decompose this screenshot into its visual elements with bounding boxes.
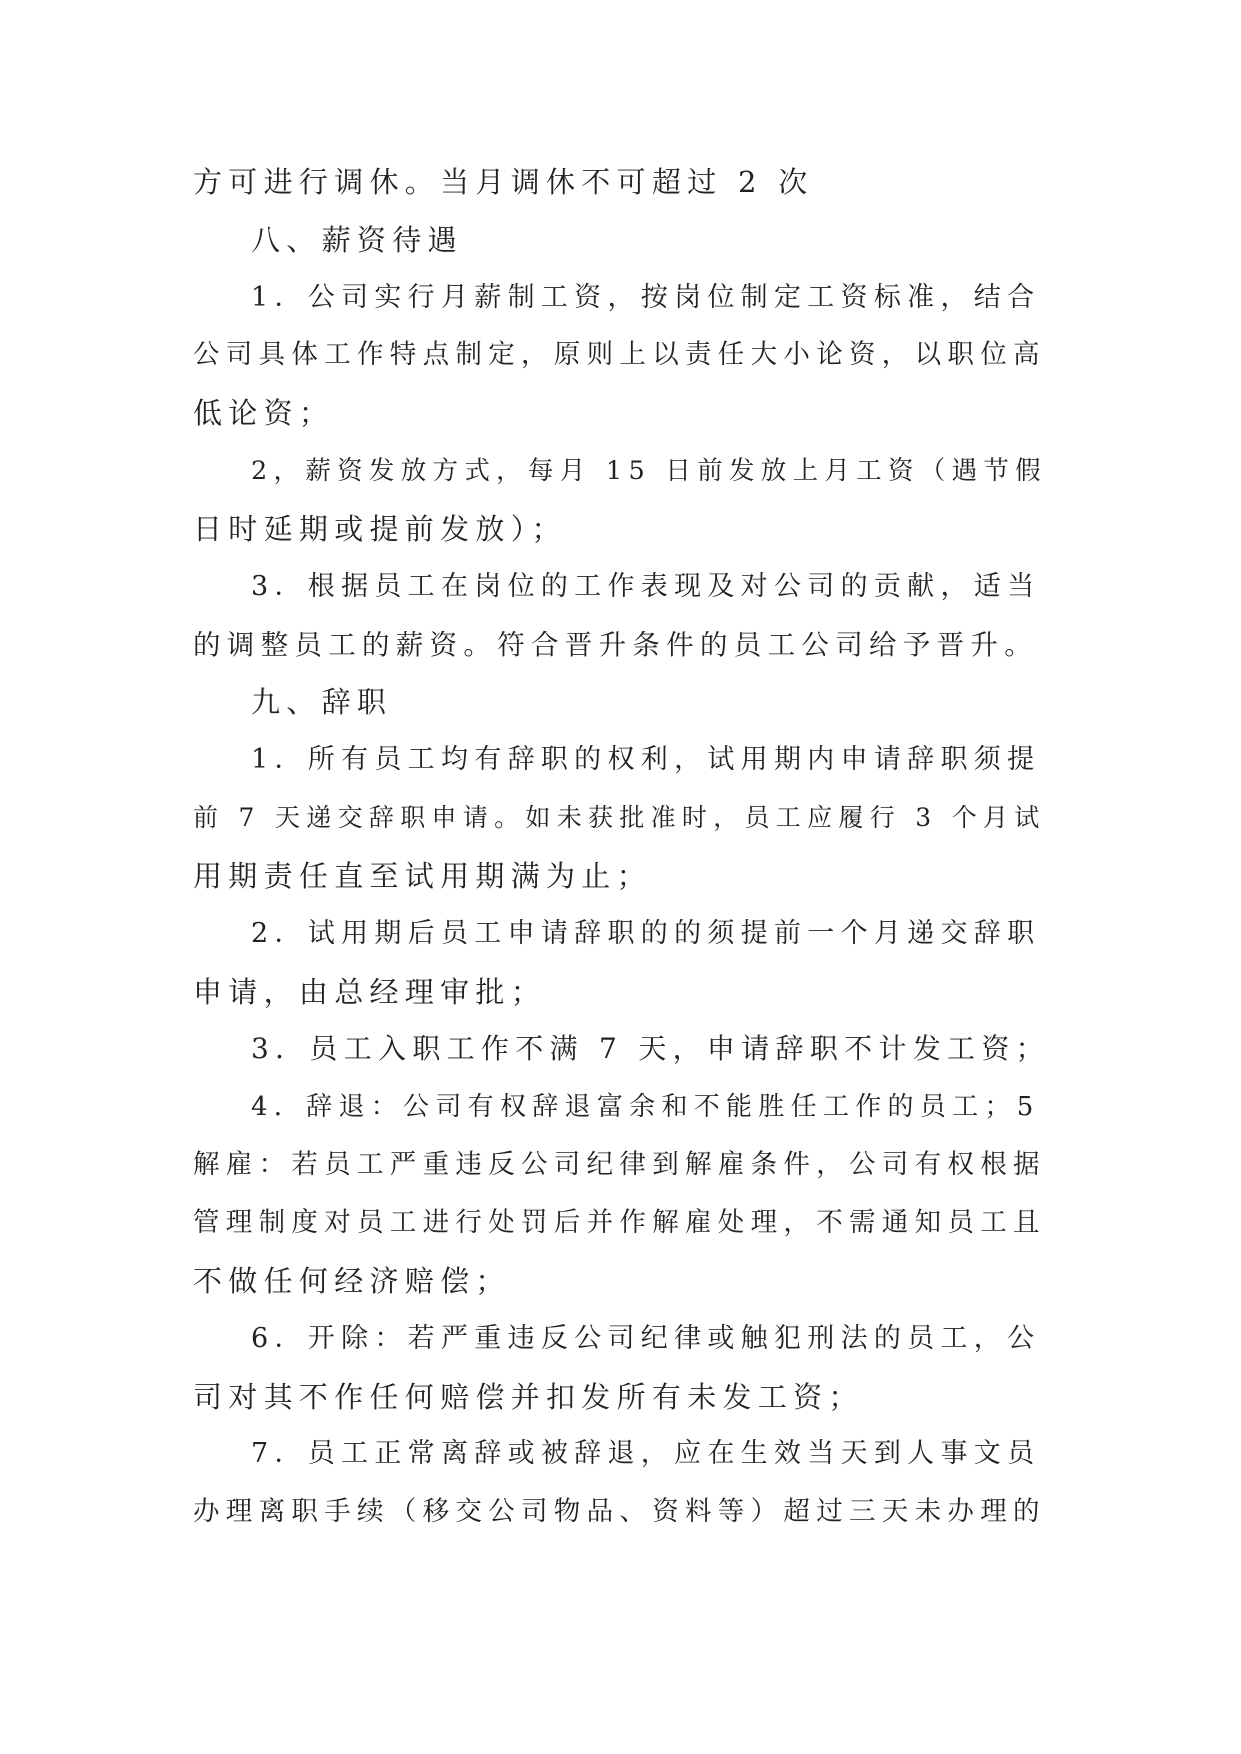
text-line: 公司具体工作特点制定，原则上以责任大小论资，以职位高 bbox=[193, 339, 1046, 370]
text-line: 解雇：若员工严重违反公司纪律到解雇条件，公司有权根据 bbox=[193, 1149, 1046, 1180]
text-line: 1．公司实行月薪制工资，按岗位制定工资标准，结合 bbox=[251, 282, 1041, 313]
text-line: 3．员工入职工作不满 7 天，申请辞职不计发工资； bbox=[251, 1032, 1050, 1065]
text-line: 的调整员工的薪资。符合晋升条件的员工公司给予晋升。 bbox=[193, 629, 1038, 661]
text-line: 2，薪资发放方式，每月 15 日前发放上月工资（遇节假 bbox=[251, 456, 1047, 486]
text-line: 管理制度对员工进行处罚后并作解雇处理，不需通知员工且 bbox=[193, 1207, 1046, 1238]
text-line: 前 7 天递交辞职申请。如未获批准时，员工应履行 3 个月试 bbox=[193, 803, 1046, 832]
text-line: 2．试用期后员工申请辞职的的须提前一个月递交辞职 bbox=[251, 918, 1041, 949]
text-line: 日时延期或提前发放）； bbox=[193, 512, 567, 546]
text-line: 1．所有员工均有辞职的权利，试用期内申请辞职须提 bbox=[251, 744, 1041, 775]
text-line: 低论资； bbox=[193, 396, 335, 430]
text-line: 3．根据员工在岗位的工作表现及对公司的贡献，适当 bbox=[251, 571, 1041, 602]
text-line: 不做任何经济赔偿； bbox=[193, 1264, 511, 1298]
text-line: 司对其不作任何赔偿并扣发所有未发工资； bbox=[193, 1380, 864, 1414]
text-line: 6．开除：若严重违反公司纪律或触犯刑法的员工，公 bbox=[251, 1323, 1041, 1354]
text-line: 7．员工正常离辞或被辞退，应在生效当天到人事文员 bbox=[251, 1438, 1041, 1469]
text-line: 4．辞退：公司有权辞退富余和不能胜任工作的员工；5 bbox=[251, 1092, 1040, 1122]
text-line: 办理离职手续（移交公司物品、资料等）超过三天未办理的 bbox=[193, 1496, 1046, 1527]
section-heading-salary: 八、薪资待遇 bbox=[251, 223, 463, 257]
text-line: 方可进行调休。当月调休不可超过 2 次 bbox=[193, 165, 814, 199]
text-line: 用期责任直至试用期满为止； bbox=[193, 859, 652, 893]
section-heading-resignation: 九、辞职 bbox=[251, 685, 393, 719]
text-line: 申请，由总经理审批； bbox=[193, 975, 547, 1009]
